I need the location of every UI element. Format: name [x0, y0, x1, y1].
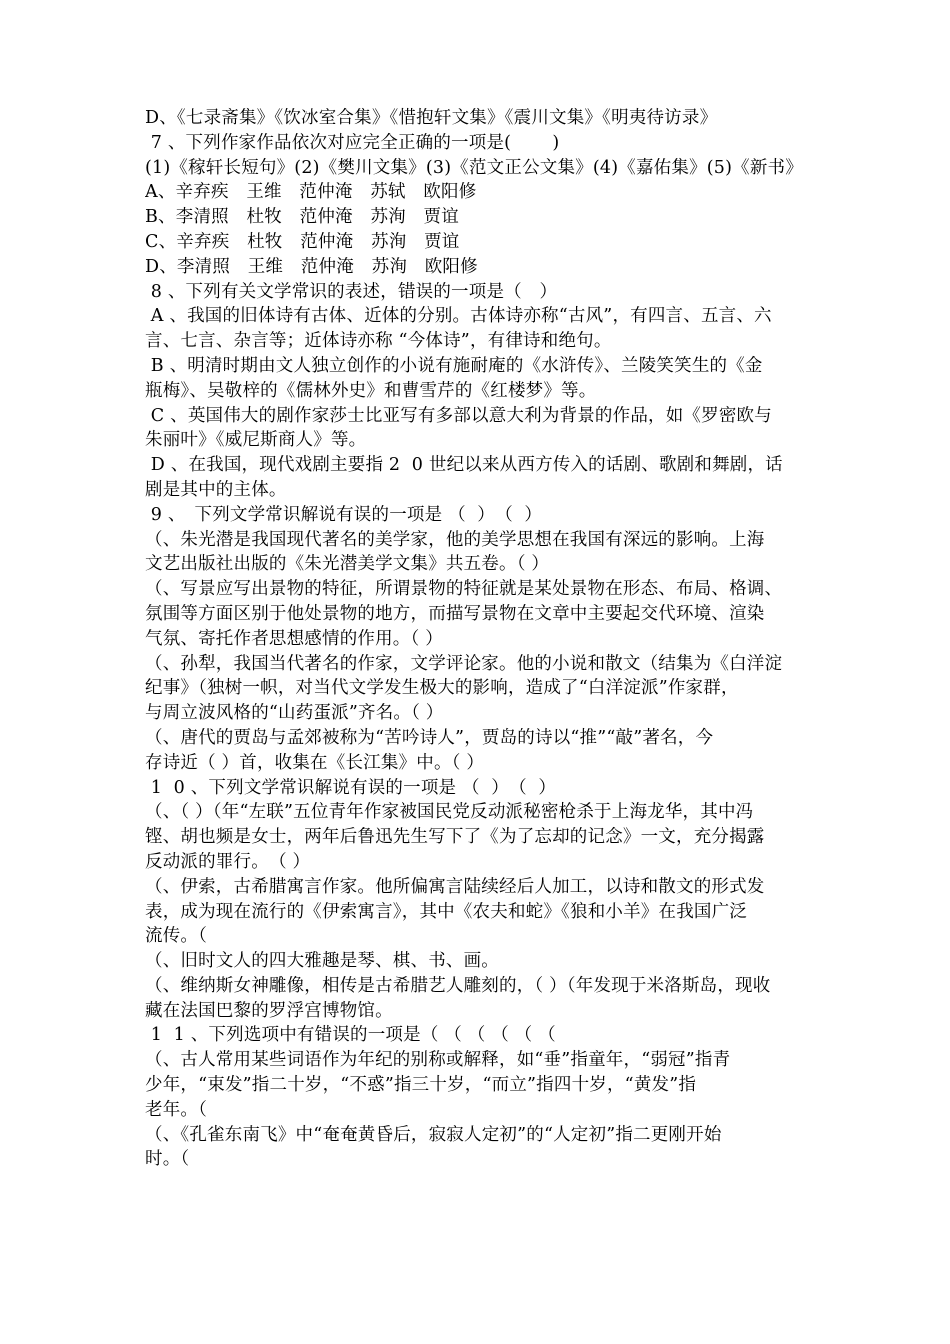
text-line: 气氛、寄托作者思想感情的作用。（ ） [145, 628, 443, 649]
text-line: （、旧时文人的四大雅趣是琴、棋、书、画。 [145, 951, 499, 972]
text-line: （、唐代的贾岛与孟郊被称为“苦吟诗人”，贾岛的诗以“推”“敲”著名，今 [145, 727, 714, 748]
text-line: 表，成为现在流行的《伊索寓言》，其中《农夫和蛇》《狼和小羊》在我国广泛 [145, 901, 747, 922]
text-line: （、古人常用某些词语作为年纪的别称或解释，如“垂”指童年，“弱冠”指青 [145, 1050, 731, 1071]
text-line: 剧是其中的主体。 [145, 479, 287, 500]
text-line: 瓶梅》、吴敬梓的《儒林外史》和曹雪芹的《红楼梦》等。 [145, 380, 597, 401]
text-line: （、写景应写出景物的特征，所谓景物的特征就是某处景物在形态、布局、格调、 [145, 579, 783, 600]
question-11-stem: 1 1 、下列选项中有错误的一项是（ （ （ （ （ （ [145, 1025, 556, 1046]
text-line: （、朱光潜是我国现代著名的美学家，他的美学思想在我国有深远的影响。上海 [145, 529, 765, 550]
text-line: A 、我国的旧体诗有古体、近体的分别。古体诗亦称“古风”，有四言、五言、六 [145, 306, 772, 327]
question-9-stem: 9 、 下列文学常识解说有误的一项是 （ ） （ ） [145, 504, 543, 525]
text-line: （、孙犁，我国当代著名的作家，文学评论家。他的小说和散文（结集为《白洋淀 [145, 653, 783, 674]
question-7-stem: 7 、下列作家作品依次对应完全正确的一项是( ) [145, 132, 560, 153]
text-line: 藏在法国巴黎的罗浮宫博物馆。 [145, 1000, 393, 1021]
question-10-stem: 1 0 、下列文学常识解说有误的一项是 （ ） （ ） [145, 777, 557, 798]
text-line: （、《孔雀东南飞》中“奄奄黄昏后，寂寂人定初”的“人定初”指二更刚开始 [145, 1124, 722, 1145]
text-line: 时。（ [145, 1149, 190, 1170]
text-line: 铿、胡也频是女士，两年后鲁迅先生写下了《为了忘却的记念》一文，充分揭露 [145, 827, 765, 848]
option-d: D、李清照 王维 范仲淹 苏洵 欧阳修 [145, 256, 478, 277]
option-c: C、辛弃疾 杜牧 范仲淹 苏洵 贾谊 [145, 231, 460, 252]
option-a: A、辛弃疾 王维 范仲淹 苏轼 欧阳修 [145, 182, 477, 203]
text-line: 言、七言、杂言等；近体诗亦称 “今体诗”，有律诗和绝句。 [145, 331, 612, 352]
text-line: (1)《稼轩长短句》(2)《樊川文集》(3)《范文正公文集》(4)《嘉佑集》(5)《新书》 [145, 157, 803, 178]
text-line: （、（ ）（年“左联”五位青年作家被国民党反动派秘密枪杀于上海龙华，其中冯 [145, 802, 754, 823]
option-b: B、李清照 杜牧 范仲淹 苏洵 贾谊 [145, 207, 459, 228]
text-line: （、伊索，古希腊寓言作家。他所偏寓言陆续经后人加工，以诗和散文的形式发 [145, 876, 765, 897]
text-line: 文艺出版社出版的《朱光潜美学文集》共五卷。（ ） [145, 554, 550, 575]
text-line: （、维纳斯女神雕像，相传是古希腊艺人雕刻的，（ ）（年发现于米洛斯岛，现收 [145, 975, 771, 996]
text-line: 氛围等方面区别于他处景物的地方，而描写景物在文章中主要起交代环境、渲染 [145, 603, 765, 624]
text-line: D、《七录斋集》《饮冰室合集》《惜抱轩文集》《震川文集》《明夷待访录》 [145, 108, 718, 128]
text-line: 老年。（ [145, 1099, 208, 1120]
text-line: 反动派的罪行。 （ ） [145, 851, 311, 872]
text-line: C 、英国伟大的剧作家莎士比亚写有多部以意大利为背景的作品，如《罗密欧与 [145, 405, 772, 426]
text-line: B 、明清时期由文人独立创作的小说有施耐庵的《水浒传》、兰陵笑笑生的《金 [145, 355, 763, 376]
text-line: 纪事》（独树一帜，对当代文学发生极大的影响，造成了“白洋淀派”作家群， [145, 678, 739, 699]
text-line: 流传。（ [145, 926, 208, 947]
text-line: 与周立波风格的“山药蛋派”齐名。（ ） [145, 703, 444, 724]
text-line: 少年，“束发”指二十岁，“不惑”指三十岁，“而立”指四十岁，“黄发”指 [145, 1075, 697, 1096]
text-line: D 、在我国，现代戏剧主要指 2 0 世纪以来从西方传入的话剧、歌剧和舞剧，话 [145, 455, 783, 476]
document-page [145, 106, 815, 1172]
text-line: 存诗近（ ）首，收集在《长江集》中。（ ） [145, 752, 485, 773]
text-line: 朱丽叶》《威尼斯商人》等。 [145, 430, 367, 451]
question-8-stem: 8 、下列有关文学常识的表述，错误的一项是（ ） [145, 281, 558, 302]
